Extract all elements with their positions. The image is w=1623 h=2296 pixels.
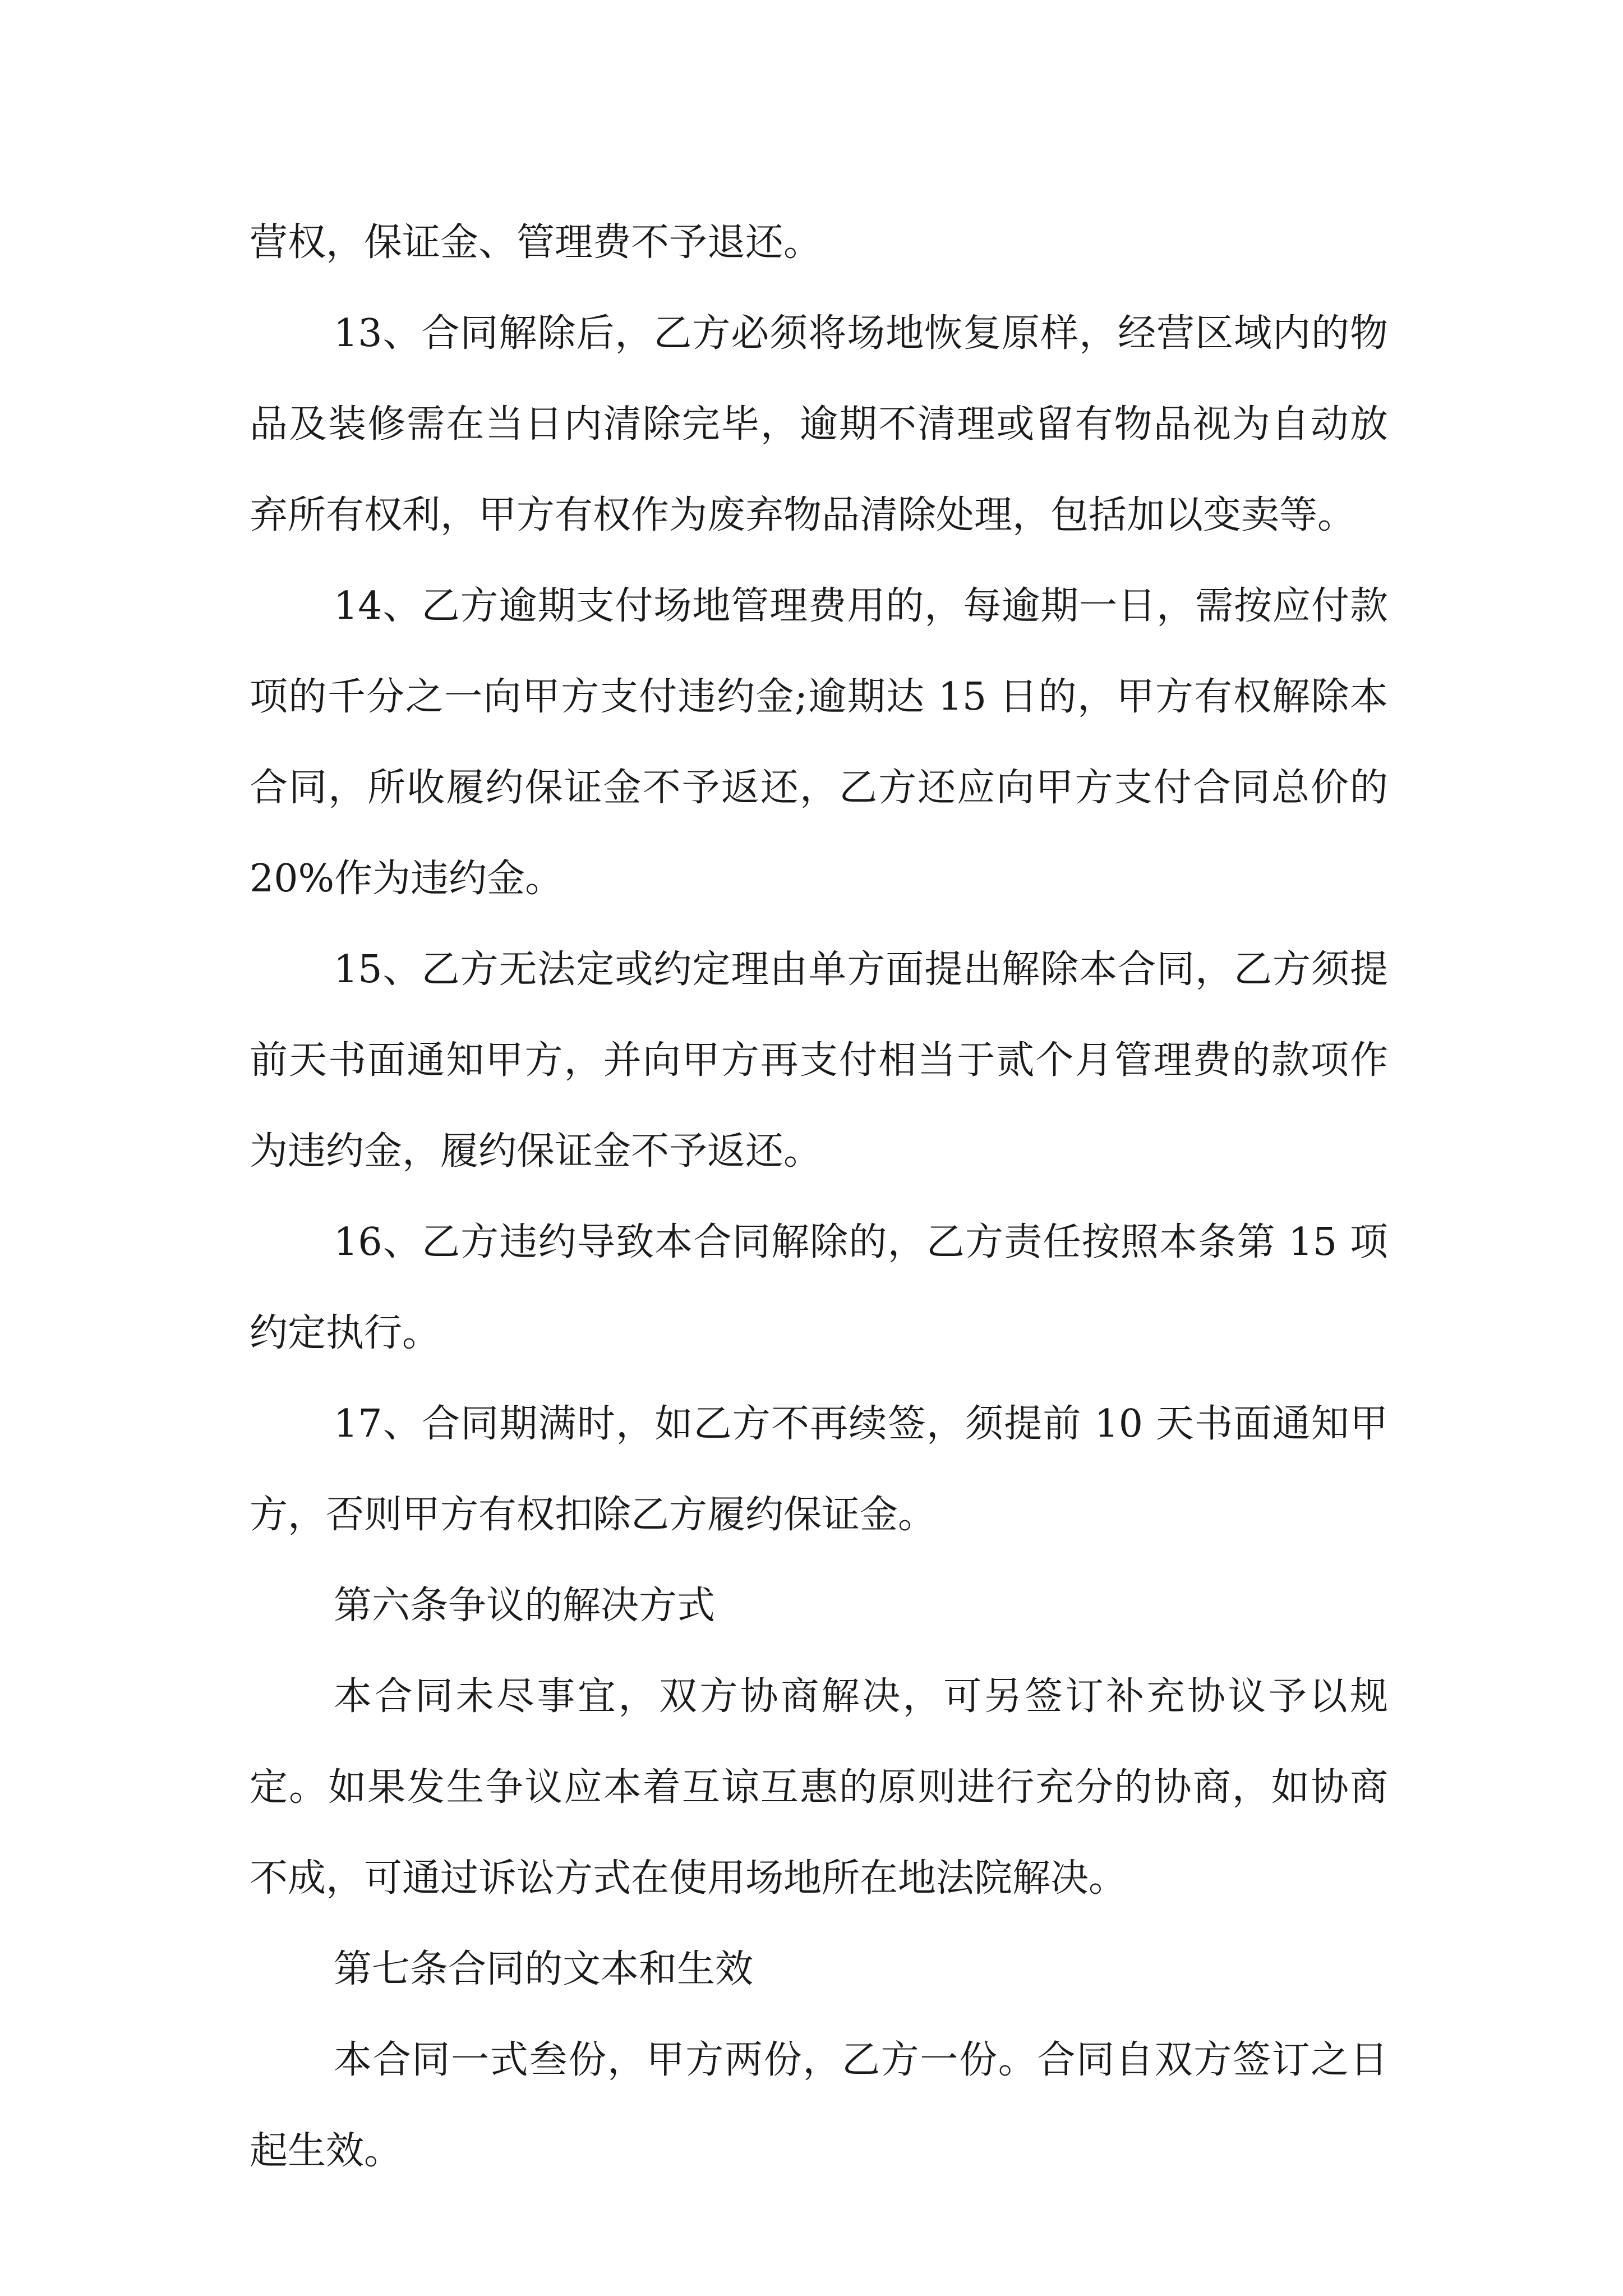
article-6-body: 本合同未尽事宜，双方协商解决，可另签订补充协议予以规定。如果发生争议应本着互谅互惠的原则进行充分的协商，如协商不成，可通过诉讼方式在使用场地所在地法院解决。 xyxy=(250,1674,1388,1901)
paragraph-continuation: 营权，保证金、管理费不予退还。 xyxy=(250,220,822,265)
clause-15: 15、乙方无法定或约定理由单方面提出解除本合同，乙方须提前天书面通知甲方，并向甲方再支付相当于贰个月管理费的款项作为违约金，履约保证金不予返还。 xyxy=(250,947,1388,1174)
clause-14: 14、乙方逾期支付场地管理费用的，每逾期一日，需按应付款项的千分之一向甲方支付违约金;逾期达 15 日的，甲方有权解除本合同，所收履约保证金不予返还，乙方还应向甲方支付合同总价的 20%作为违约金。 xyxy=(250,584,1388,901)
article-7-heading: 第七条合同的文本和生效 xyxy=(334,1947,754,1991)
clause-16: 16、乙方违约导致本合同解除的，乙方责任按照本条第 15 项约定执行。 xyxy=(250,1220,1388,1355)
document-body xyxy=(250,197,1388,2197)
clause-17: 17、合同期满时，如乙方不再续签，须提前 10 天书面通知甲方，否则甲方有权扣除乙方履约保证金。 xyxy=(250,1402,1388,1537)
article-6-heading: 第六条争议的解决方式 xyxy=(334,1584,716,1628)
clause-13: 13、合同解除后，乙方必须将场地恢复原样，经营区域内的物品及装修需在当日内清除完毕，逾期不清理或留有物品视为自动放弃所有权利，甲方有权作为废弃物品清除处理，包括加以变卖等。 xyxy=(250,311,1388,537)
article-7-body: 本合同一式叁份，甲方两份，乙方一份。合同自双方签订之日起生效。 xyxy=(250,2038,1388,2173)
